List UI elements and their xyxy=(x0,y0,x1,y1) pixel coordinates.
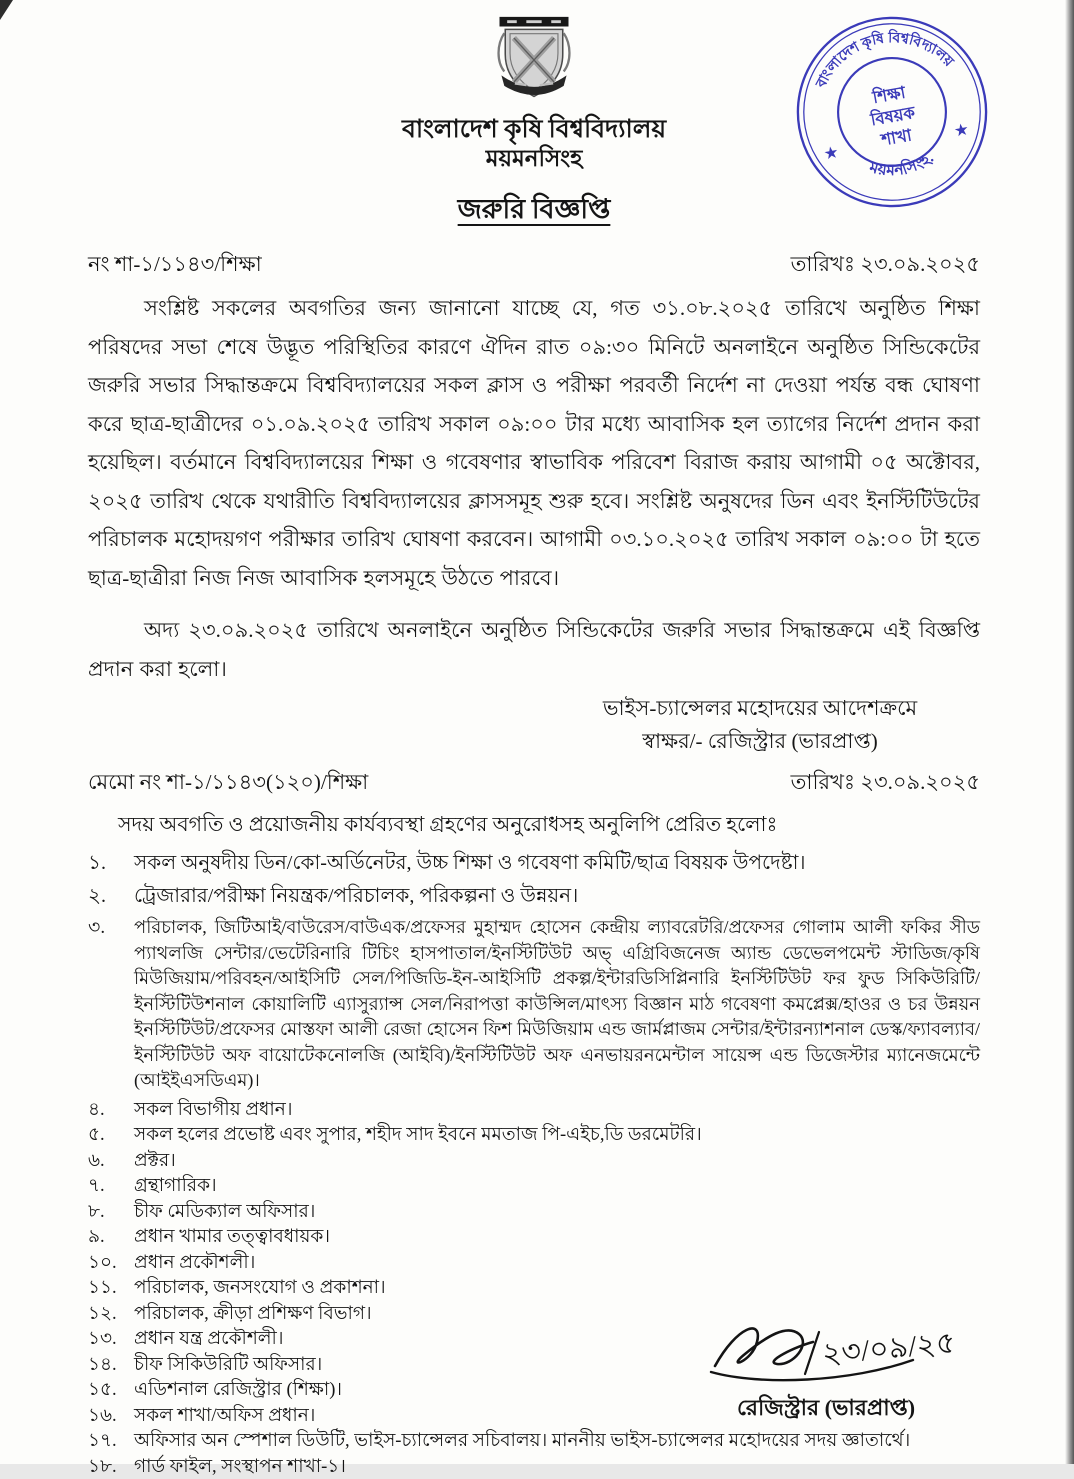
list-item xyxy=(88,849,980,878)
stamp-center-line2: বিষয়ক xyxy=(868,101,918,130)
stamp-ring-top-text: বাংলাদেশ কৃষি বিশ্ববিদ্যালয় xyxy=(805,17,958,94)
cc-item-text: সকল অনুষদীয় ডিন/কো-অর্ডিনেটর, উচ্চ শিক্ষা ও গবেষণা কমিটি/ছাত্র বিষয়ক উপদেষ্টা। xyxy=(134,849,980,878)
list-item xyxy=(88,1174,980,1199)
signed-registrar-line: স্বাক্ষর/- রেজিস্ট্রার (ভারপ্রাপ্ত) xyxy=(580,725,940,758)
star-icon: ★ xyxy=(822,142,840,163)
cc-item-text: প্রধান যন্ত্র প্রকৌশলী। xyxy=(134,1327,980,1352)
cc-item-text: প্রক্টর। xyxy=(134,1149,980,1174)
list-item xyxy=(88,1098,980,1123)
cc-item-number: ২. xyxy=(88,882,134,911)
registrar-title: রেজিস্ট্রার (ভারপ্রাপ্ত) xyxy=(696,1391,956,1428)
registrar-signature-block xyxy=(696,1308,956,1428)
cc-item-text: পরিচালক, জিটিআই/বাউরেস/বাউএক/প্রফেসর মুহাম্মদ হোসেন কেন্দ্রীয় ল্যাবরেটরি/প্রফেসর গোলাম আলী ফকির সীড প্যাথলজি সেন্টার/ভেটেরিনারি টিচিং হাসপাতাল/ইনস্টিটিউট অভ্‌ এগ্রিবিজনেজ অ্যান্ড ডেভেলপমেন্ট স্টাডিজ/কৃষি মিউজিয়াম/পরিবহন/আইসিটি সেল/পিজিডি-ইন-আইসিটি প্রকল্প/ইন্টারডিসিপ্লিনারি ইনস্টিটিউট ফর ফুড সিকিউরিটি/ইনস্টিটিউশনাল কোয়ালিটি এ্যাসুর‍্যান্স সেল/নিরাপত্তা কাউন্সিল/মাৎস্য বিজ্ঞান মাঠ গবেষণা কমপ্লেক্স/হাওর ও চর উন্নয়ন ইনস্টিটিউট/প্রফেসর মোস্তফা আলী রেজা হোসেন ফিশ মিউজিয়াম এন্ড জার্মপ্লাজম সেন্টার/ইন্টারন্যাশনাল ডেস্ক/ফ্যাবল্যাব/ ইনস্টিটিউট অফ বায়োটেকনোলজি (আইবি)/ইনস্টিটিউট অফ এনভায়রনমেন্টাল সায়েন্স এন্ড ডিজেস্টার ম্যানেজমেন্টে (আইইএসডিএম)। xyxy=(134,915,980,1094)
memo-date: তারিখঃ ২৩.০৯.২০২৫ xyxy=(791,766,980,801)
cc-item-text: সকল হলের প্রভোষ্ট এবং সুপার, শহীদ সাদ ইবনে মমতাজ পি-এইচ,ডি ডরমেটরি। xyxy=(134,1123,980,1148)
authority-signature-block xyxy=(580,692,940,758)
cc-item-number: ১৫. xyxy=(88,1378,134,1403)
stamp-center-line3: শাখা xyxy=(878,125,914,150)
university-crest-icon xyxy=(493,14,575,111)
cc-item-number: ১০. xyxy=(88,1251,134,1276)
cc-item-text: প্রধান প্রকৌশলী। xyxy=(134,1251,980,1276)
cc-item-text: ট্রেজারার/পরীক্ষা নিয়ন্ত্রক/পরিচালক, পরিকল্পনা ও উন্নয়ন। xyxy=(134,882,980,911)
memo-copy-number: মেমো নং শা-১/১১৪৩(১২০)/শিক্ষা xyxy=(88,766,368,801)
list-item xyxy=(88,1225,980,1250)
cc-item-text: প্রধান খামার তত্ত্বাবধায়ক। xyxy=(134,1225,980,1250)
cc-intro-line: সদয় অবগতি ও প্রয়োজনীয় কার্যব্যবস্থা গ্রহণের অনুরোধসহ অনুলিপি প্রেরিত হলোঃ xyxy=(118,809,980,843)
handwritten-date: ২৩/০৯/২৫ xyxy=(821,1326,957,1371)
scan-edge-artifact xyxy=(1065,0,1074,1464)
cc-item-number: ৯. xyxy=(88,1225,134,1250)
cc-item-number: ১৩. xyxy=(88,1327,134,1352)
cc-item-text: চীফ মেডিক্যাল অফিসার। xyxy=(134,1200,980,1225)
cc-item-number: ৩. xyxy=(88,915,134,941)
cc-item-number: ৬. xyxy=(88,1149,134,1174)
cc-item-number: ৮. xyxy=(88,1200,134,1225)
cc-item-text: অফিসার অন স্পেশাল ডিউটি, ভাইস-চ্যান্সেলর সচিবালয়। মাননীয় ভাইস-চ্যান্সেলর মহোদয়ের সদয় জ্ঞাতার্থে। xyxy=(134,1429,980,1454)
handwritten-signature-icon xyxy=(701,1308,951,1392)
university-city: ময়মনসিংহ xyxy=(88,145,980,173)
list-item xyxy=(88,1200,980,1225)
cc-item-number: ৪. xyxy=(88,1098,134,1123)
body-paragraph-1: সংশ্লিষ্ট সকলের অবগতির জন্য জানানো যাচ্ছে যে, গত ৩১.০৮.২০২৫ তারিখে অনুষ্ঠিত শিক্ষা পরিষদের সভা শেষে উদ্ভূত পরিস্থিতির কারণে ঐদিন রাত ০৯:৩০ মিনিটে অনলাইনে অনুষ্ঠিত সিন্ডিকেটের জরুরি সভার সিদ্ধান্তক্রমে বিশ্ববিদ্যালয়ের সকল ক্লাস ও পরীক্ষা পরবর্তী নির্দেশ না দেওয়া পর্যন্ত বন্ধ ঘোষণা করে ছাত্র-ছাত্রীদের ০১.০৯.২০২৫ তারিখ সকাল ০৯:০০ টার মধ্যে আবাসিক হল ত্যাগের নির্দেশ প্রদান করা হয়েছিল। বর্তমানে বিশ্ববিদ্যালয়ের শিক্ষা ও গবেষণার স্বাভাবিক পরিবেশ বিরাজ করায় আগামী ০৫ অক্টোবর, ২০২৫ তারিখ থেকে যথারীতি বিশ্ববিদ্যালয়ের ক্লাসসমূহ শুরু হবে। সংশ্লিষ্ট অনুষদের ডিন এবং ইনস্টিটিউটের পরিচালক মহোদয়গণ পরীক্ষার তারিখ ঘোষণা করবেন। আগামী ০৩.১০.২০২৫ তারিখ সকাল ০৯:০০ টা হতে ছাত্র-ছাত্রীরা নিজ নিজ আবাসিক হলসমূহে উঠতে পারবে। xyxy=(88,289,980,597)
list-item xyxy=(88,1455,980,1479)
cc-item-text: পরিচালক, জনসংযোগ ও প্রকাশনা। xyxy=(134,1276,980,1301)
list-item xyxy=(88,915,980,1094)
cc-item-number: ১২. xyxy=(88,1302,134,1327)
stamp-ring-bottom-text: ময়মনসিংহ. xyxy=(864,148,939,186)
cc-item-number: ৭. xyxy=(88,1174,134,1199)
svg-text:ময়মনসিংহ. xyxy=(864,148,939,186)
cc-item-number: ১৮. xyxy=(88,1455,134,1479)
list-item xyxy=(88,1276,980,1301)
cc-item-number: ১৭. xyxy=(88,1429,134,1454)
memo-number: নং শা-১/১১৪৩/শিক্ষা xyxy=(88,248,262,283)
cc-item-text: চীফ সিকিউরিটি অফিসার। xyxy=(134,1353,980,1378)
list-item xyxy=(88,1149,980,1174)
cc-item-text: সকল বিভাগীয় প্রধান। xyxy=(134,1098,980,1123)
body-paragraph-2: অদ্য ২৩.০৯.২০২৫ তারিখে অনলাইনে অনুষ্ঠিত সিন্ডিকেটের জরুরি সভার সিদ্ধান্তক্রমে এই বিজ্ঞপ্তি প্রদান করা হলো। xyxy=(88,611,980,688)
cc-item-number: ৫. xyxy=(88,1123,134,1148)
by-order-line: ভাইস-চ্যান্সেলর মহোদয়ের আদেশক্রমে xyxy=(580,692,940,725)
reference-row xyxy=(88,248,980,283)
cc-item-number: ১১. xyxy=(88,1276,134,1301)
notice-date: তারিখঃ ২৩.০৯.২০২৫ xyxy=(791,248,980,283)
cc-item-text: গার্ড ফাইল, সংস্থাপন শাখা-১। xyxy=(134,1455,980,1479)
cc-item-text: এডিশনাল রেজিস্ট্রার (শিক্ষা)। xyxy=(134,1378,980,1403)
university-name: বাংলাদেশ কৃষি বিশ্ববিদ্যালয় xyxy=(88,115,980,145)
star-icon: ★ xyxy=(952,119,970,140)
memo-row xyxy=(88,766,980,801)
list-item xyxy=(88,882,980,911)
list-item xyxy=(88,1429,980,1454)
cc-item-number: ১৬. xyxy=(88,1404,134,1429)
scan-corner-artifact xyxy=(0,0,13,20)
list-item xyxy=(88,1123,980,1148)
cc-item-text: গ্রন্থাগারিক। xyxy=(134,1174,980,1199)
list-item xyxy=(88,1251,980,1276)
cc-item-number: ১. xyxy=(88,849,134,878)
cc-item-text: সকল শাখা/অফিস প্রধান। xyxy=(134,1404,980,1429)
stamp-center-line1: শিক্ষা xyxy=(870,81,908,108)
cc-item-number: ১৪. xyxy=(88,1353,134,1378)
office-seal-stamp xyxy=(778,0,1005,226)
round-seal-icon xyxy=(778,0,1005,226)
cc-item-text: পরিচালক, ক্রীড়া প্রশিক্ষণ বিভাগ। xyxy=(134,1302,980,1327)
notice-title: জরুরি বিজ্ঞপ্তি xyxy=(458,189,611,234)
